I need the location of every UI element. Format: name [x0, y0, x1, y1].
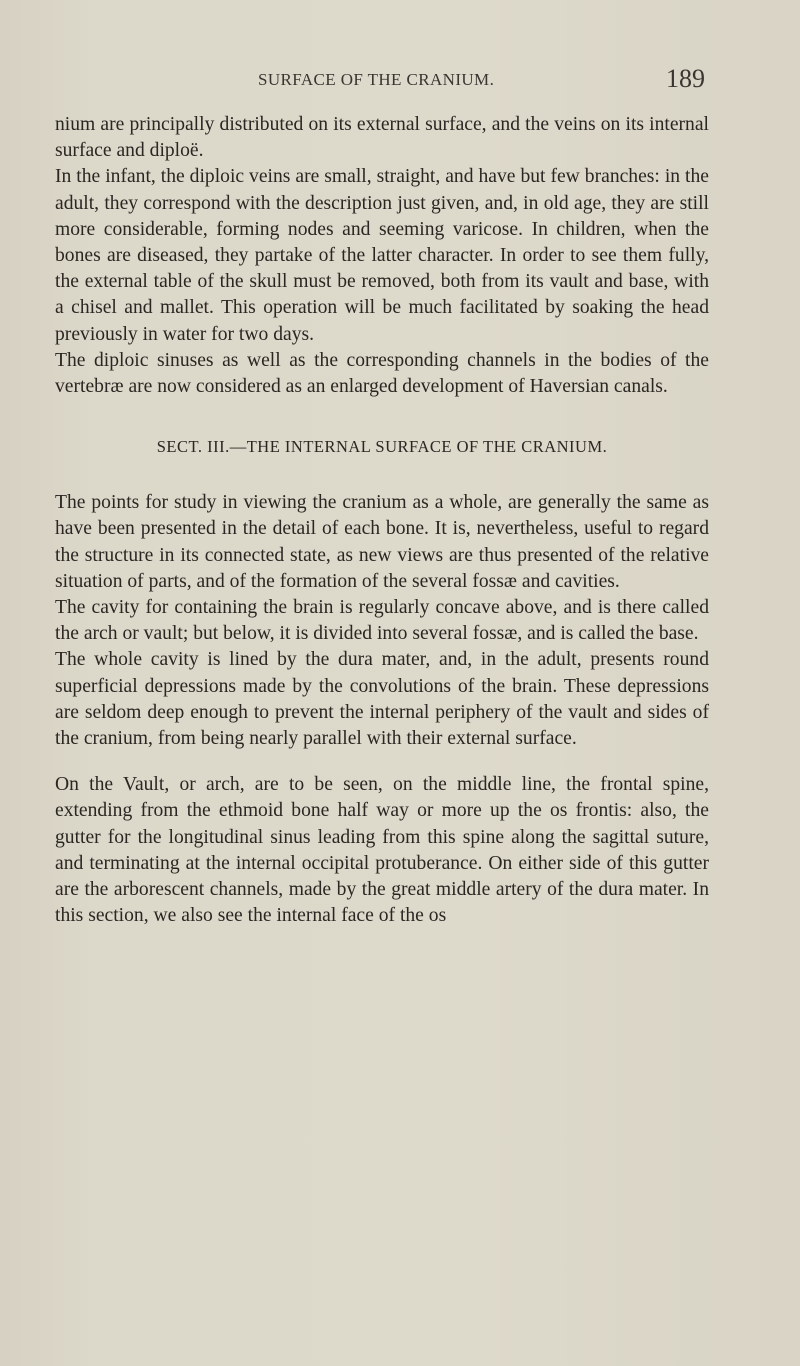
paragraph-continuation: nium are principally distributed on its external surface, and the veins on its internal surface and diploë.: [55, 114, 709, 162]
paragraph-diploic-veins: In the infant, the diploic veins are small, straight, and have but few branches: in the adult, they correspond with the description just given, and, in old age, they are still more considerable, forming nodes and seeming varicose. In children, when the bones are diseased, they partake of the latter character. In order to see them fully, the external table of the skull must be removed, both from its vault and base, with a chisel and mallet. This operation will be much facilitated by soaking the head previously in water for two days.: [55, 166, 709, 345]
paragraph-points-for-study: The points for study in viewing the cranium as a whole, are generally the same as have been presented in the detail of each bone. It is, nevertheless, useful to regard the structure in its connected state, as new views are thus presented of the relative situation of parts, and of the formation of the several fossæ and cavities.: [55, 492, 709, 592]
paragraph-dura-mater: The whole cavity is lined by the dura mater, and, in the adult, presents round superficial depressions made by the convolutions of the brain. These depressions are seldom deep enough to prevent the internal periphery of the vault and sides of the cranium, from being nearly parallel with their external surface.: [55, 649, 709, 750]
paragraph-vault: On the Vault, or arch, are to be seen, on the middle line, the frontal spine, extending from the ethmoid bone half way or more up the os frontis: also, the gutter for the longitudinal sinus leading from this spine along the sagittal suture, and terminating at the internal occipital protuberance. On either side of this gutter are the arborescent channels, made by the great middle artery of the dura mater. In this section, we also see the internal face of the os: [55, 774, 709, 927]
body-text: [55, 112, 709, 929]
section-heading: SECT. III.—THE INTERNAL SURFACE OF THE CRANIUM.: [156, 437, 608, 457]
paragraph-cavity: The cavity for containing the brain is regularly concave above, and is there called the arch or vault; but below, it is divided into several fossæ, and is called the base.: [55, 597, 709, 645]
running-title: SURFACE OF THE CRANIUM.: [258, 70, 495, 89]
running-head: [0, 64, 800, 100]
paragraph-diploic-sinuses: The diploic sinuses as well as the corresponding channels in the bodies of the vertebræ are now considered as an enlarged development of Haversian canals.: [55, 349, 709, 398]
page-number: 189: [666, 64, 705, 93]
